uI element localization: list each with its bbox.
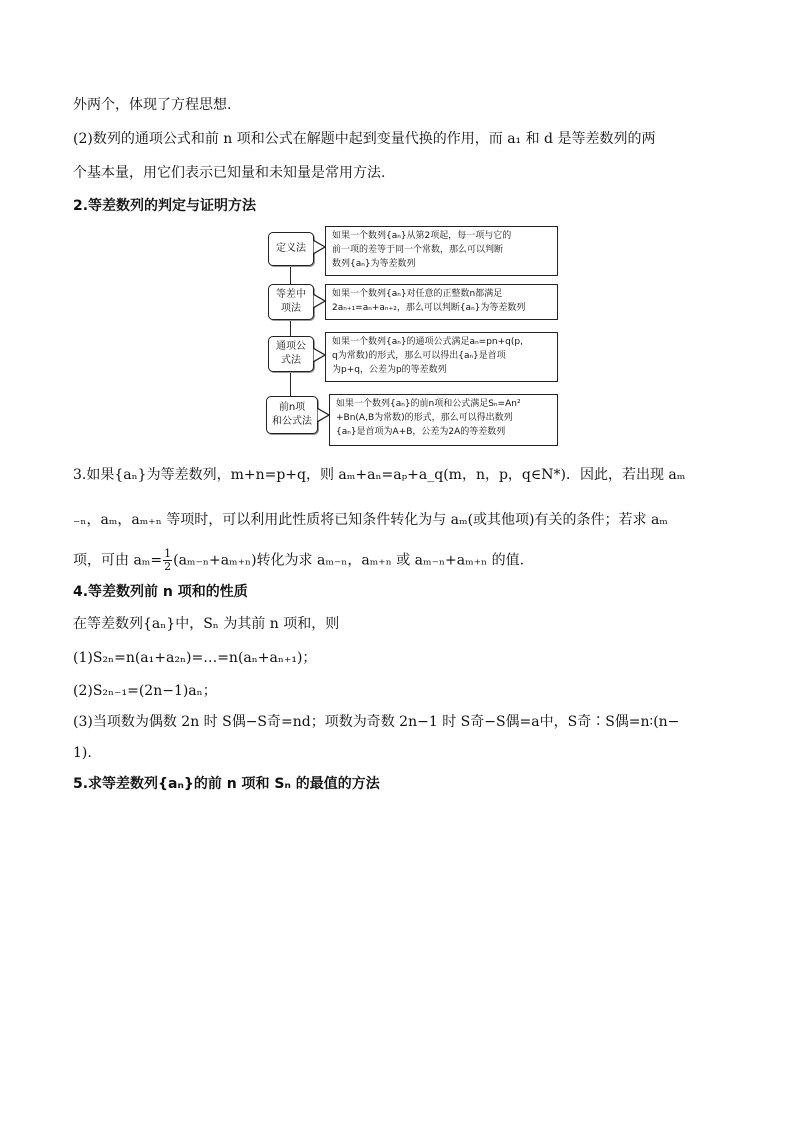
connector-arrow-3 (313, 346, 325, 364)
text-line-10: (3)当项数为偶数 2n 时 S偶−S奇=nd；项数为奇数 2n−1 时 S奇−S偶=a中，S奇∶S偶=n∶(n− (73, 714, 680, 730)
text-line-6-end: (aₘ₋ₙ+aₘ₊ₙ)转化为求 aₘ₋ₙ，aₘ₊ₙ 或 aₘ₋ₙ+aₘ₊ₙ 的值. (173, 552, 525, 569)
heading-5: 5.求等差数列{aₙ}的前 n 项和 Sₙ 的最值的方法 (73, 776, 380, 792)
text-line-5: ₋ₙ，aₘ，aₘ₊ₙ 等项时，可以利用此性质将已知条件转化为与 aₘ(或其他项)有关的条件；若求 aₘ (73, 512, 668, 528)
connector-arrow-2 (313, 292, 325, 310)
fraction-denominator: 2 (164, 560, 172, 573)
text-line-6-start: 项，可由 aₘ= (73, 552, 163, 569)
text-line-8: (1)S₂ₙ=n(a₁+a₂ₙ)=…=n(aₙ+aₙ₊₁)； (73, 650, 317, 666)
method-desc-1: 如果一个数列{aₙ}从第2项起，每一项与它的 前一项的差等于同一个常数，那么可以判断 数列{aₙ}为等差数列 (325, 226, 558, 276)
text-line-3: 个基本量，用它们表示已知量和未知量是常用方法. (73, 165, 386, 181)
heading-4: 4.等差数列前 n 项和的性质 (73, 584, 248, 600)
method-desc-3: 如果一个数列{aₙ}的通项公式满足aₙ=pn+q(p, q为常数)的形式，那么可以得出{aₙ}是首项 为p+q，公差为p的等差数列 (325, 332, 558, 382)
method-node-3: 通项公 式法 (268, 336, 314, 372)
method-node-4: 前n项 和公式法 (266, 396, 318, 434)
text-line-6 (73, 548, 524, 573)
text-line-9: (2)S₂ₙ₋₁=(2n−1)aₙ； (73, 683, 217, 699)
method-desc-2: 如果一个数列{aₙ}对任意的正整数n都满足 2aₙ₊₁=aₙ+aₙ₊₂，那么可以判断{aₙ}为等差数列 (325, 284, 558, 320)
method-diagram (264, 226, 560, 448)
text-line-2: (2)数列的通项公式和前 n 项和公式在解题中起到变量代换的作用，而 a₁ 和 d 是等差数列的两 (73, 131, 656, 147)
heading-2: 2.等差数列的判定与证明方法 (73, 198, 257, 214)
method-desc-4: 如果一个数列{aₙ}的前n项和公式满足Sₙ=An² +Bn(A,B为常数)的形式，那么可以得出数列 {aₙ}是首项为A+B，公差为2A的等差数列 (329, 394, 558, 446)
method-node-2: 等差中 项法 (268, 284, 314, 320)
method-node-1: 定义法 (268, 232, 314, 266)
text-line-1: 外两个，体现了方程思想. (73, 97, 232, 113)
connector-arrow-1 (313, 238, 325, 256)
text-line-7: 在等差数列{aₙ}中，Sₙ 为其前 n 项和，则 (73, 616, 340, 632)
connector-arrow-4 (317, 406, 329, 424)
text-line-11: 1). (73, 745, 92, 761)
text-line-4: 3.如果{aₙ}为等差数列，m+n=p+q，则 aₘ+aₙ=aₚ+a_q(m，n，p，q∈N*)．因此，若出现 aₘ (73, 467, 686, 483)
fraction-half (163, 548, 172, 573)
fraction-numerator: 1 (164, 547, 172, 560)
